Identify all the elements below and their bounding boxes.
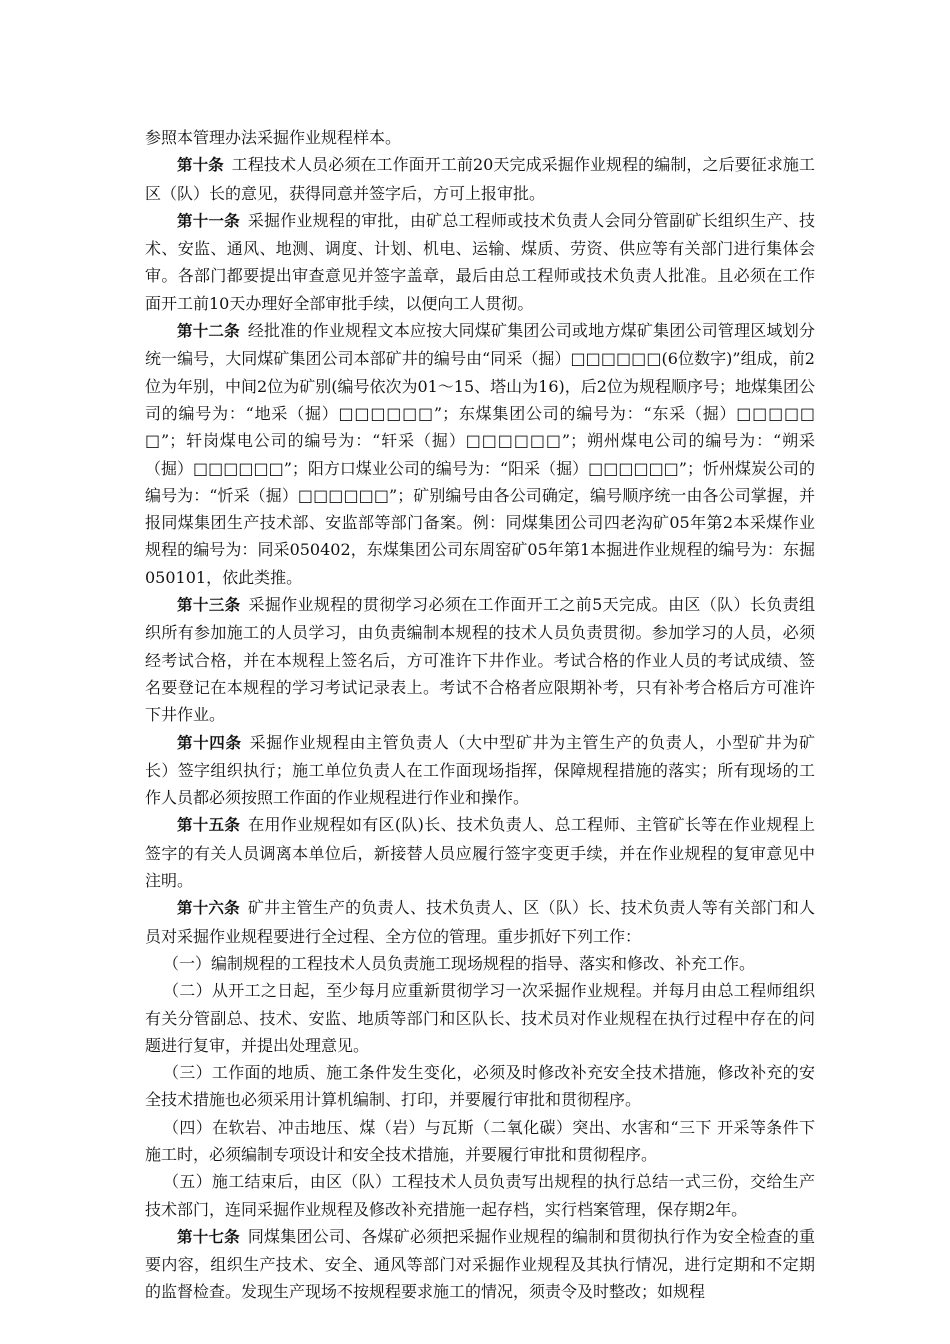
- article-14: [145, 729, 815, 812]
- article-number: 第十六条: [177, 899, 240, 918]
- list-item: （三）工作面的地质、施工条件发生变化，必须及时修改补充安全技术措施，修改补充的安全技术措施也必须采用计算机编制、打印，并要履行审批和贯彻程序。: [145, 1063, 815, 1110]
- article-number: 第十二条: [177, 322, 240, 341]
- article-text: 采掘作业规程由主管负责人（大中型矿井为主管生产的负责人，小型矿井为矿长）签字组织执行；施工单位负责人在工作面现场指挥，保障规程措施的落实；所有现场的工作人员都必须按照工作面的作业规程进行作业和操作。: [145, 732, 815, 808]
- article-10: [145, 151, 815, 207]
- article-text: 同煤集团公司、各煤矿必须把采掘作业规程的编制和贯彻执行作为安全检查的重要内容，组织生产技术、安全、通风等部门对采掘作业规程及其执行情况，进行定期和不定期的监督检查。发现生产现场不按规程要求施工的情况，须责令及时整改；如规程: [145, 1226, 815, 1302]
- list-item: （二）从开工之日起，至少每月应重新贯彻学习一次采掘作业规程。并每月由总工程师组织有关分管副总、技术、安监、地质等部门和区队长、技术员对作业规程在执行过程中存在的问题进行复审，并提出处理意见。: [145, 981, 815, 1055]
- article-number: 第十条: [177, 156, 224, 175]
- article-number: 第十一条: [177, 211, 240, 230]
- article-number: 第十三条: [177, 596, 241, 615]
- article-text: 矿井主管生产的负责人、技术负责人、区（队）长、技术负责人等有关部门和人员对采掘作业规程要进行全过程、全方位的管理。重步抓好下列工作：: [145, 898, 815, 946]
- article-16: [145, 894, 815, 950]
- list-item: （四）在软岩、冲击地压、煤（岩）与瓦斯（二氧化碳）突出、水害和“三下 开采等条件下施工时，必须编制专项设计和安全技术措施，并要履行审批和贯彻程序。: [145, 1117, 815, 1164]
- article-number: 第十七条: [177, 1227, 240, 1246]
- article-text: 工程技术人员必须在工作面开工前20天完成采掘作业规程的编制，之后要征求施工区（队）长的意见，获得同意并签字后，方可上报审批。: [145, 155, 815, 203]
- article-number: 第十五条: [177, 816, 241, 835]
- article-17: [145, 1223, 815, 1306]
- article-13: [145, 591, 815, 728]
- article-number: 第十四条: [177, 733, 242, 752]
- article-text: 经批准的作业规程文本应按大同煤矿集团公司或地方煤矿集团公司管理区域划分统一编号，大同煤矿集团公司本部矿井的编号由“同采（掘）□□□□□□(6位数字)”组成，前2位为年别，中间2位为矿别(编号依次为01～15、塔山为16)，后2位为规程顺序号；地煤集团公司的编号为：“地采（掘）□□□□□□”；东煤集团公司的编号为：“东采（掘）□□□□□□”；轩岗煤电公司的编号为：“轩采（掘）□□□□□□”；朔州煤电公司的编号为：“朔采（掘）□□□□□□”；阳方口煤业公司的编号为：“阳采（掘）□□□□□□”；忻州煤炭公司的编号为：“忻采（掘）□□□□□□”；矿别编号由各公司确定，编号顺序统一由各公司掌握，并报同煤集团生产技术部、安监部等部门备案。例：同煤集团公司四老沟矿05年第2本采煤作业规程的编号为：同采050402，东煤集团公司东周窑矿05年第1本掘进作业规程的编号为：东掘050101，依此类推。: [145, 321, 815, 587]
- continuation-paragraph: 参照本管理办法采掘作业规程样本。: [145, 128, 402, 147]
- article-text: 采掘作业规程的审批，由矿总工程师或技术负责人会同分管副矿长组织生产、技术、安监、通风、地测、调度、计划、机电、运输、煤质、劳资、供应等有关部门进行集体会审。各部门都要提出审查意见并签字盖章，最后由总工程师或技术负责人批准。且必须在工作面开工前10天办理好全部审批手续，以便向工人贯彻。: [145, 210, 815, 313]
- article-text: 采掘作业规程的贯彻学习必须在工作面开工之前5天完成。由区（队）长负责组织所有参加施工的人员学习，由负责编制本规程的技术人员负责贯彻。参加学习的人员，必须经考试合格，并在本规程上签名后，方可准许下井作业。考试合格的作业人员的考试成绩、签名要登记在本规程的学习考试记录表上。考试不合格者应限期补考，只有补考合格后方可准许下井作业。: [145, 595, 815, 725]
- document-body: [145, 124, 815, 1306]
- article-15: [145, 811, 815, 894]
- list-item: （五）施工结束后，由区（队）工程技术人员负责写出规程的执行总结一式三份，交给生产技术部门，连同采掘作业规程及修改补充措施一起存档，实行档案管理，保存期2年。: [145, 1172, 815, 1219]
- article-text: 在用作业规程如有区(队)长、技术负责人、总工程师、主管矿长等在作业规程上签字的有关人员调离本单位后，新接替人员应履行签字变更手续，并在作业规程的复审意见中注明。: [145, 815, 815, 891]
- list-item: （一）编制规程的工程技术人员负责施工现场规程的指导、落实和修改、补充工作。: [163, 953, 756, 973]
- article-12: [145, 317, 815, 591]
- article-11: [145, 207, 815, 317]
